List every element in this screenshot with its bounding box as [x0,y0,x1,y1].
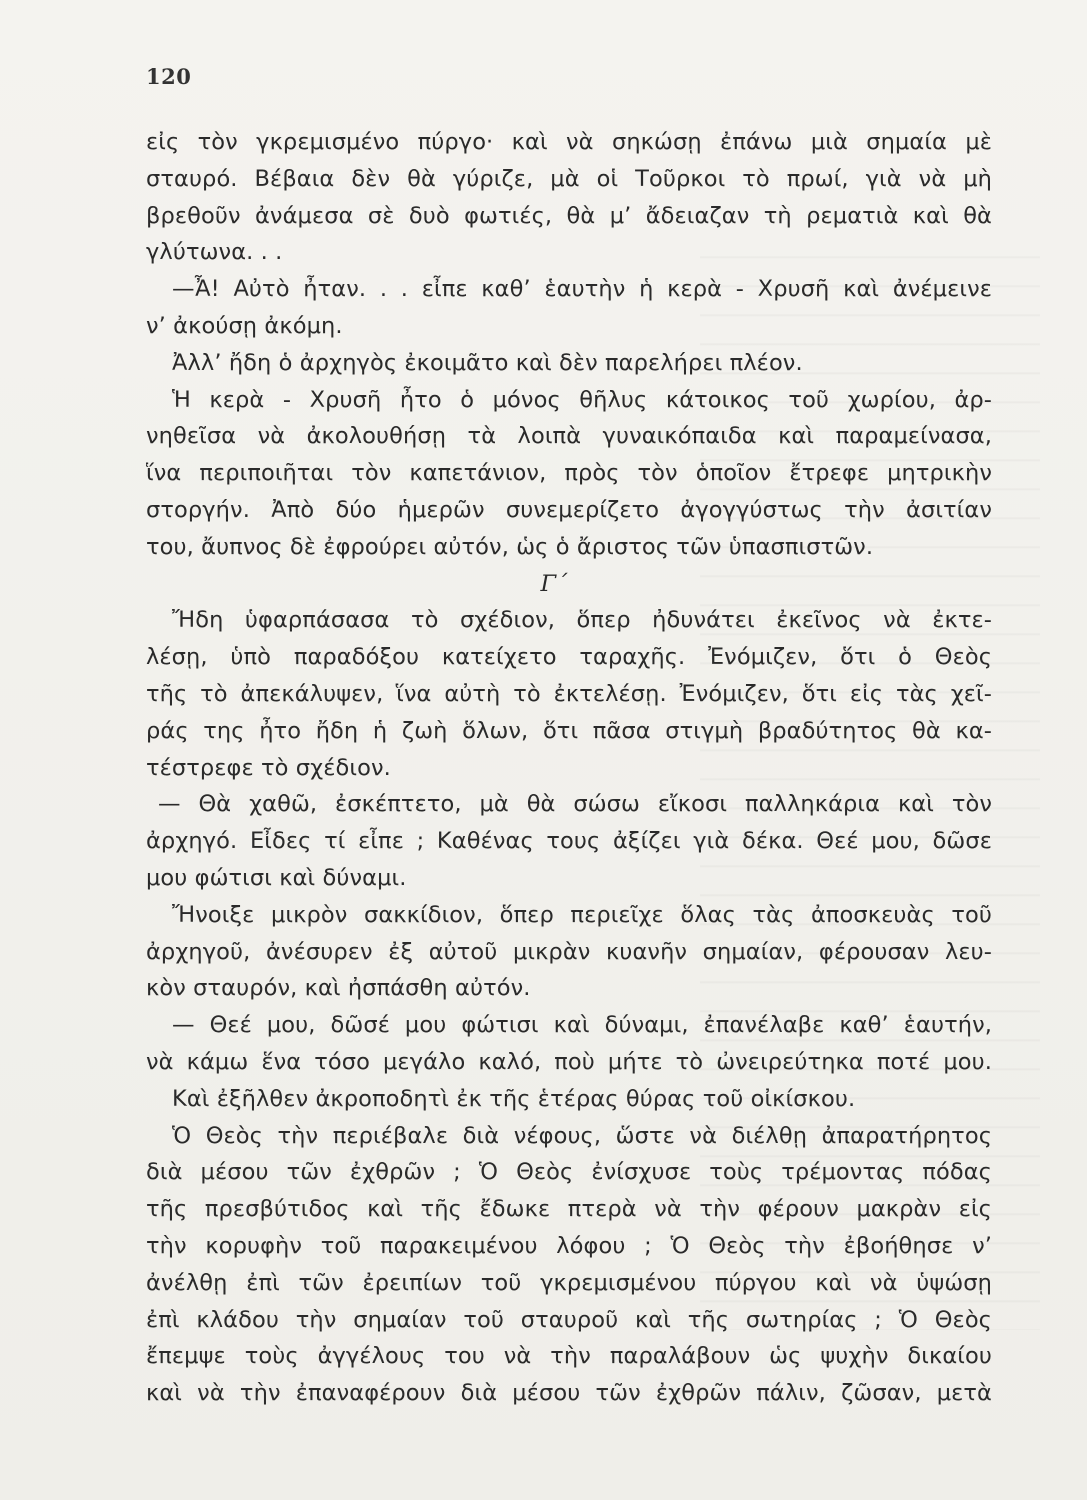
text-line: νηθεῖσα νὰ ἀκολουθήσῃ τὰ λοιπὰ γυναικόπαιδα καὶ παραμείνασα, [146,423,992,450]
text-line: διὰ μέσου τῶν ἐχθρῶν ; Ὁ Θεὸς ἐνίσχυσε τοὺς τρέμοντας πόδας [146,1159,992,1186]
page-number: 120 [146,64,192,89]
text-line: ράς της ἦτο ἤδη ἡ ζωὴ ὅλων, ὅτι πᾶσα στιγμὴ βραδύτητος θὰ κα- [146,717,992,744]
text-line: Ἤνοιξε μικρὸν σακκίδιον, ὅπερ περιεῖχε ὅλας τὰς ἀποσκευὰς τοῦ [172,901,992,928]
section-heading: Γ΄ [540,570,568,597]
text-line: ἀρχηγοῦ, ἀνέσυρεν ἐξ αὐτοῦ μικρὰν κυανῆν σημαίαν, φέρουσαν λευ- [146,938,992,965]
text-line: Ὁ Θεὸς τὴν περιέβαλε διὰ νέφους, ὥστε νὰ διέλθῃ ἀπαρατήρητος [172,1122,992,1149]
text-line: ἀρχηγό. Εἶδες τί εἶπε ; Καθένας τους ἀξίζει γιὰ δέκα. Θεέ μου, δῶσε [146,828,992,855]
text-line: ἀνέλθῃ ἐπὶ τῶν ἐρειπίων τοῦ γκρεμισμένου πύργου καὶ νὰ ὑψώσῃ [146,1269,992,1296]
text-line: σταυρό. Βέβαια δὲν θὰ γύριζε, μὰ οἱ Τοῦρκοι τὸ πρωί, γιὰ νὰ μὴ [146,165,992,192]
text-line: — Θεέ μου, δῶσέ μου φώτισι καὶ δύναμι, ἐπανέλαβε καθ’ ἑαυτήν, [172,1012,992,1039]
text-line: τῆς πρεσβύτιδος καὶ τῆς ἔδωκε πτερὰ νὰ τὴν φέρουν μακρὰν εἰς [146,1196,992,1223]
text-line: του, ἄυπνος δὲ ἐφρούρει αὐτόν, ὡς ὁ ἄριστος τῶν ὑπασπιστῶν. [146,533,874,560]
text-line: τὴν κορυφὴν τοῦ παρακειμένου λόφου ; Ὁ Θεὸς τὴν ἐβοήθησε ν’ [146,1232,992,1259]
text-line: νὰ κάμω ἕνα τόσο μεγάλο καλό, ποὺ μήτε τὸ ὠνειρεύτηκα ποτέ μου. [146,1048,992,1075]
text-line: μου φώτισι καὶ δύναμι. [146,864,407,891]
text-line: βρεθοῦν ἀνάμεσα σὲ δυὸ φωτιές, θὰ μ’ ἄδειαζαν τὴ ρεματιὰ καὶ θὰ [146,202,992,229]
text-line: Ἡ κερὰ - Χρυσῆ ἦτο ὁ μόνος θῆλυς κάτοικος τοῦ χωρίου, ἀρ- [172,386,992,413]
text-line: ν’ ἀκούσῃ ἀκόμη. [146,312,343,339]
text-line: στοργήν. Ἀπὸ δύο ἡμερῶν συνεμερίζετο ἀγογγύστως τὴν ἀσιτίαν [146,496,992,523]
text-line: κὸν σταυρόν, καὶ ἠσπάσθη αὐτόν. [146,975,531,1002]
text-line: ἵνα περιποιῆται τὸν καπετάνιον, πρὸς τὸν ὁποῖον ἔτρεφε μητρικὴν [146,460,992,487]
text-line: — Θὰ χαθῶ, ἐσκέπτετο, μὰ θὰ σώσω εἴκοσι παλληκάρια καὶ τὸν [158,791,992,818]
text-line: τῆς τὸ ἀπεκάλυψεν, ἵνα αὐτὴ τὸ ἐκτελέσῃ. Ἐνόμιζεν, ὅτι εἰς τὰς χεῖ- [146,680,992,707]
text-line: Καὶ ἐξῆλθεν ἀκροποδητὶ ἐκ τῆς ἑτέρας θύρας τοῦ οἰκίσκου. [172,1085,856,1112]
text-line: ἐπὶ κλάδου τὴν σημαίαν τοῦ σταυροῦ καὶ τῆς σωτηρίας ; Ὁ Θεὸς [146,1306,992,1333]
text-line: εἰς τὸν γκρεμισμένο πύργο· καὶ νὰ σηκώσῃ ἐπάνω μιὰ σημαία μὲ [146,129,992,155]
text-line: καὶ νὰ τὴν ἐπαναφέρουν διὰ μέσου τῶν ἐχθρῶν πάλιν, ζῶσαν, μετὰ [146,1380,992,1407]
text-line: —Ἆ! Αὐτὸ ἦταν. . . εἶπε καθ’ ἑαυτὴν ἡ κερὰ - Χρυσῆ καὶ ἀνέμεινε [172,276,992,303]
text-line: λέσῃ, ὑπὸ παραδόξου κατείχετο ταραχῆς. Ἐνόμιζεν, ὅτι ὁ Θεὸς [146,644,992,671]
body-text [146,124,992,1412]
text-line: Ἀλλ’ ἤδη ὁ ἀρχηγὸς ἐκοιμᾶτο καὶ δὲν παρελήρει πλέον. [172,349,803,376]
text-line: ἔπεμψε τοὺς ἀγγέλους του νὰ τὴν παραλάβουν ὡς ψυχὴν δικαίου [146,1343,992,1370]
text-line: Ἤδη ὑφαρπάσασα τὸ σχέδιον, ὅπερ ἠδυνάτει ἐκεῖνος νὰ ἐκτε- [172,607,992,634]
text-line: γλύτωνα. . . [146,239,283,266]
text-line: τέστρεφε τὸ σχέδιον. [146,754,391,781]
